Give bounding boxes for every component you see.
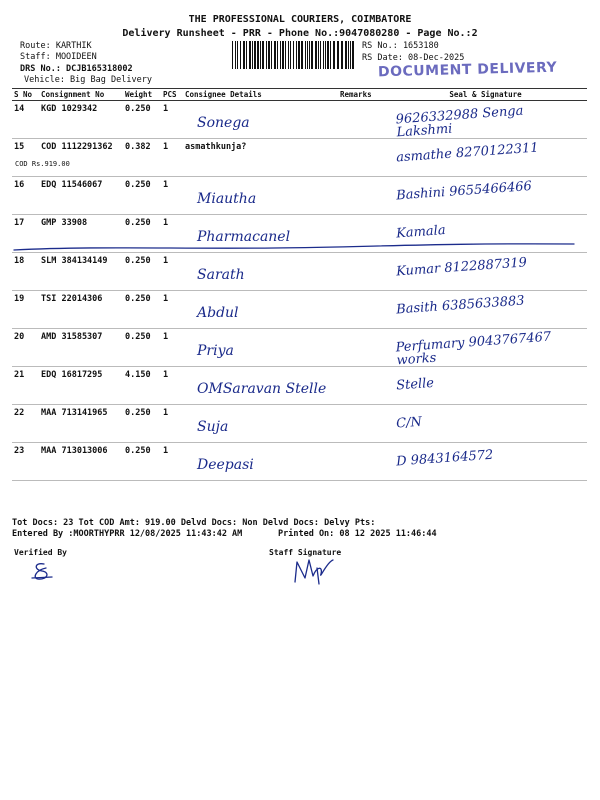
cell-remarks [338,101,384,139]
cell-pcs: 1 [161,177,183,215]
cell-sno: 20 [12,329,39,367]
cell-seal-signature [384,329,587,367]
document-delivery-stamp: DOCUMENT DELIVERY [377,59,558,81]
rs-date: RS Date: 08-Dec-2025 [362,53,465,63]
cell-consignee [183,443,338,481]
barcode-bar [298,41,300,69]
consignee-handwritten-name: Miautha [197,191,257,207]
cell-consignee [183,101,338,139]
cell-pcs: 1 [161,443,183,481]
col-seal: Seal & Signature [384,89,587,101]
barcode-bar [288,41,289,69]
runsheet-table [12,88,587,481]
barcode-bar [232,41,233,69]
cell-weight: 0.250 [123,329,161,367]
cell-sno: 16 [12,177,39,215]
runsheet-subtitle: Delivery Runsheet - PRR - Phone No.:9047080280 - Page No.:2 [122,28,478,39]
seal-handwritten-signature: Bashini 9655466466 [395,178,533,204]
cell-weight: 0.250 [123,177,161,215]
cell-pcs: 1 [161,405,183,443]
rs-number: RS No.: 1653180 [362,41,439,51]
seal-handwritten-signature: Basith 6385633883 [395,293,526,318]
barcode-bar [352,41,354,69]
totals-line: Tot Docs: 23 Tot COD Amt: 919.00 Delvd Docs: Non Delvd Docs: Delvy Pts: [12,518,376,528]
barcode-bar [262,41,264,69]
barcode-bar [341,41,343,69]
cell-consignee [183,405,338,443]
cell-remarks [338,367,384,405]
barcode-bar [325,41,326,69]
table-row [12,291,587,329]
cell-sno: 17 [12,215,39,253]
cell-pcs: 1 [161,253,183,291]
cell-weight: 0.250 [123,443,161,481]
barcode-bar [345,41,347,69]
barcode-bar [246,41,247,69]
barcode-bar [327,41,329,69]
col-remarks: Remarks [338,89,384,101]
cell-consignment: GMP 33908 [39,215,123,253]
barcode-bar [235,41,236,69]
cell-consignee [183,329,338,367]
cell-remarks [338,177,384,215]
staff-signature-label: Staff Signature [269,548,342,557]
printed-on: Printed On: 08 12 2025 11:46:44 [278,529,437,539]
cell-seal-signature [384,139,587,177]
cell-consignment: COD 1112291362 COD Rs.919.00 [39,139,123,177]
cell-weight: 0.250 [123,405,161,443]
cell-weight: 0.250 [123,101,161,139]
barcode-bar [307,41,308,69]
consignee-handwritten-name: Sarath [197,267,245,283]
barcode-bar [320,41,321,69]
barcode-bar [337,41,339,69]
cell-remarks [338,329,384,367]
cell-weight: 0.250 [123,215,161,253]
verified-signature [30,560,60,582]
cell-seal-signature [384,367,587,405]
verified-by-label: Verified By [14,548,67,557]
col-pcs: PCS [161,89,183,101]
staff-signature-mark [293,556,338,586]
barcode-bar [257,41,259,69]
consignee-handwritten-name: Suja [197,419,229,435]
barcode-bar [348,41,349,69]
consignee-handwritten-name: Priya [197,343,234,359]
cell-pcs: 1 [161,291,183,329]
barcode-bar [311,41,313,69]
cell-pcs: 1 [161,367,183,405]
seal-handwritten-signature: Perfumary 9043767467 works [395,329,552,369]
barcode-bar [305,41,306,69]
cell-sno: 15 [12,139,39,177]
cell-consignee [183,291,338,329]
cell-consignment: TSI 22014306 [39,291,123,329]
cell-consignment: MAA 713141965 [39,405,123,443]
route-label: Route: KARTHIK [20,41,92,51]
barcode-bar [240,41,241,69]
barcode-bar [274,41,276,69]
barcode-bar [260,41,261,69]
cell-sno: 22 [12,405,39,443]
barcode-bar [290,41,291,69]
cell-consignee [183,139,338,177]
barcode-bar [249,41,251,69]
cell-sno: 23 [12,443,39,481]
barcode-bar [280,41,281,69]
consignee-handwritten-name: OMSaravan Stelle [197,381,327,397]
col-consignee: Consignee Details [183,89,338,101]
table-row [12,405,587,443]
cell-sno: 18 [12,253,39,291]
seal-handwritten-signature: D 9843164572 [395,447,494,470]
consignee-handwritten-name: Sonega [197,115,250,131]
barcode-bar [333,41,335,69]
staff-label: Staff: MOOIDEEN [20,52,97,62]
barcode-bar [301,41,303,69]
cell-pcs: 1 [161,101,183,139]
seal-handwritten-signature: 9626332988 Senga Lakshmi [395,103,524,141]
col-sno: S No [12,89,39,101]
barcode-bar [350,41,351,69]
company-title: THE PROFESSIONAL COURIERS, COIMBATORE [188,14,412,25]
cell-seal-signature [384,101,587,139]
seal-handwritten-signature: asmathe 8270122311 [395,140,540,166]
barcode-bar [293,41,294,69]
barcode-bar [309,41,310,69]
barcode-bar [285,41,286,69]
barcode-bar [315,41,317,69]
barcode-bar [330,41,331,69]
cell-consignment: SLM 384134149 [39,253,123,291]
barcode-bar [271,41,272,69]
cell-seal-signature [384,443,587,481]
barcode-bar [266,41,267,69]
cell-consignment: EDQ 16817295 [39,367,123,405]
cell-sno: 21 [12,367,39,405]
cell-weight: 4.150 [123,367,161,405]
cell-sno: 19 [12,291,39,329]
cell-remarks [338,139,384,177]
cell-sno: 14 [12,101,39,139]
cell-seal-signature [384,291,587,329]
cod-amount-note: COD Rs.919.00 [15,160,70,168]
barcode-bar [268,41,270,69]
handwritten-strike-line [14,240,594,260]
table-row [12,177,587,215]
barcode-bar [282,41,284,69]
table-row [12,101,587,139]
cell-remarks [338,405,384,443]
drs-number: DRS No.: DCJB165318002 [20,64,133,74]
consignee-handwritten-name: Abdul [197,305,239,321]
cell-seal-signature [384,405,587,443]
barcode-bar [277,41,278,69]
cell-weight: 0.250 [123,253,161,291]
seal-handwritten-signature: Stelle [395,375,435,394]
cell-consignment: AMD 31585307 [39,329,123,367]
seal-handwritten-signature: Kamala [395,223,447,242]
consignee-handwritten-name: Deepasi [197,457,254,473]
table-row [12,443,587,481]
barcode-image [232,41,358,69]
table-row [12,329,587,367]
cell-pcs: 1 [161,139,183,177]
table-row [12,139,587,177]
cell-weight: 0.382 [123,139,161,177]
consignee-typed-name: asmathkunja? [185,142,247,152]
cell-consignee [183,177,338,215]
cell-pcs: 1 [161,329,183,367]
cell-consignee [183,367,338,405]
entered-by: Entered By :MOORTHYPRR 12/08/2025 11:43:42 AM [12,529,243,539]
consignee-handwritten-name: Pharmacanel [197,229,291,245]
barcode-bar [237,41,238,69]
cell-consignment: MAA 713013006 [39,443,123,481]
cell-consignment: KGD 1029342 [39,101,123,139]
table-row [12,367,587,405]
table-header-row [12,89,587,101]
barcode-bar [318,41,319,69]
cell-consignment: EDQ 11546067 [39,177,123,215]
barcode-bar [243,41,245,69]
vehicle-label: Vehicle: Big Bag Delivery [24,75,152,85]
cell-remarks [338,291,384,329]
cell-remarks [338,443,384,481]
cell-pcs: 1 [161,215,183,253]
seal-handwritten-signature: Kumar 8122887319 [395,255,528,280]
barcode-bar [323,41,324,69]
barcode-bar [296,41,297,69]
col-consignment: Consignment No [39,89,123,101]
cell-seal-signature [384,177,587,215]
barcode-bar [252,41,253,69]
seal-handwritten-signature: C/N [395,414,423,432]
cell-weight: 0.250 [123,291,161,329]
col-weight: Weight [123,89,161,101]
barcode-bar [254,41,256,69]
